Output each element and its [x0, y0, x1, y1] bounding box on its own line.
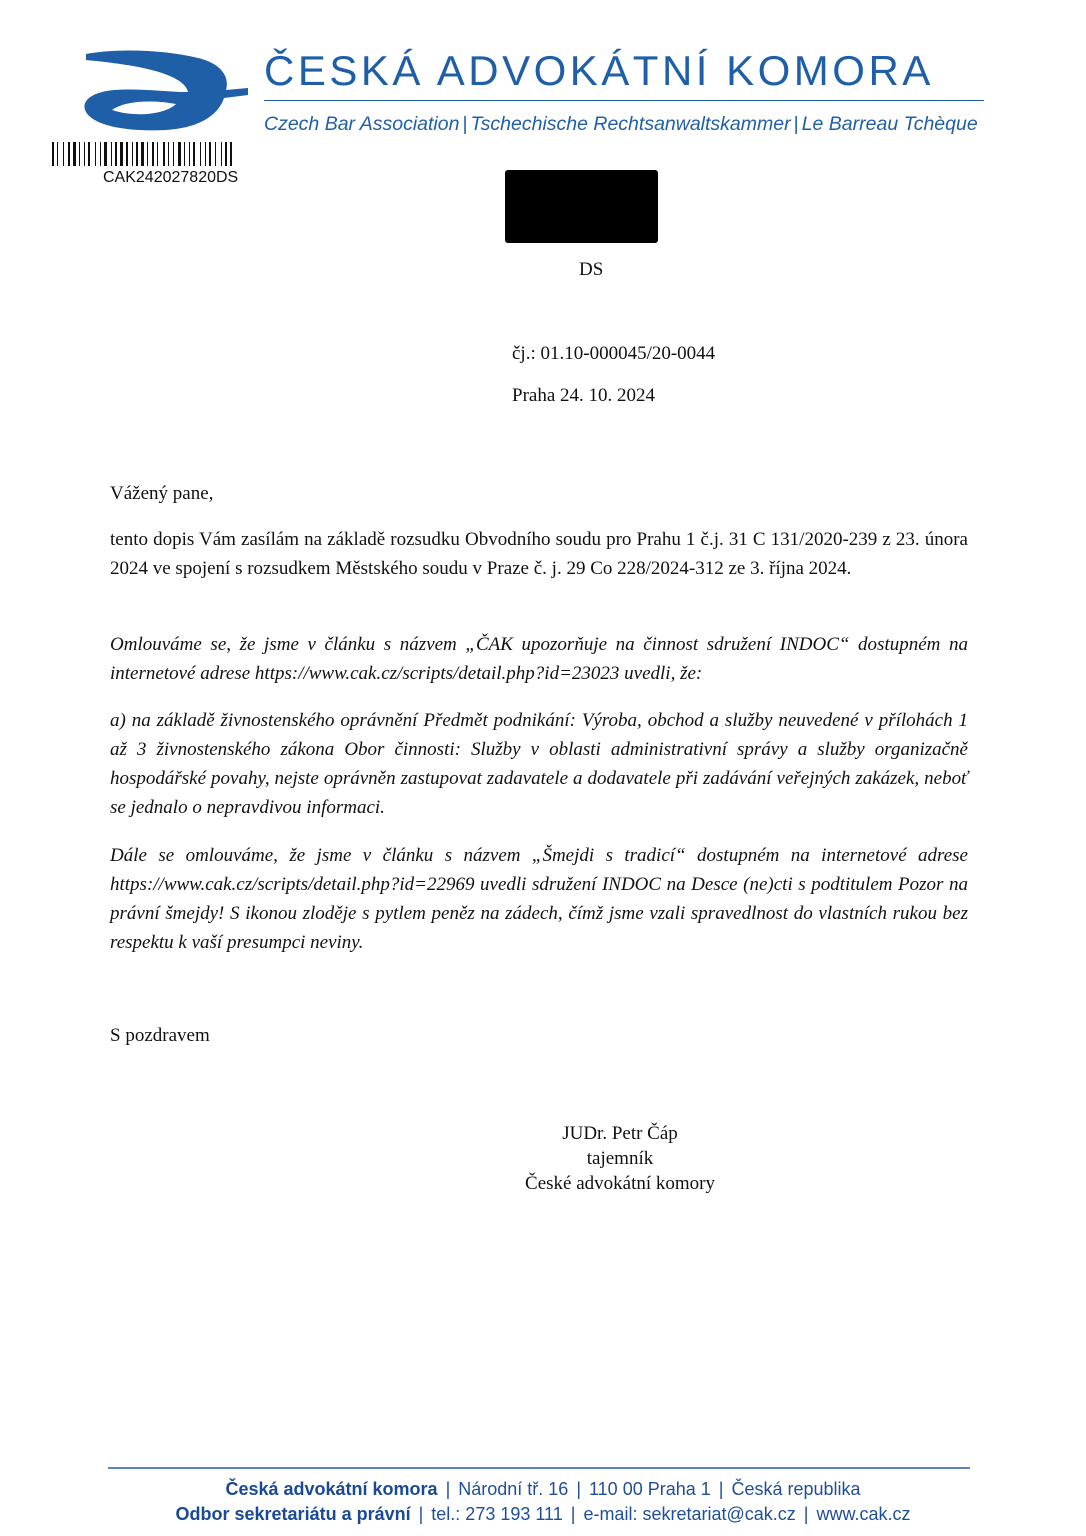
footer-line-2: Odbor sekretariátu a právní | tel.: 273 193 111 | e-mail: sekretariat@cak.cz | www.cak.cz — [175, 1504, 911, 1524]
footer-website[interactable]: www.cak.cz — [816, 1504, 911, 1524]
signatory-organization: České advokátní komory — [525, 1173, 715, 1194]
paragraph-3: a) na základě živnostenského oprávnění Předmět podnikání: Výroba, obchod a služby neuvedené v přílohách 1 až 3 živnostenského zákona Obor činnosti: Služby v oblasti administrativní správy a služby organizačně hospodářské povahy, nejste oprávněn zastupovat zadavatele a dodavatele při zadávání veřejných zakázek, neboť se jednalo o nepravdivou informaci. — [110, 710, 968, 818]
signatory-name: JUDr. Petr Čáp — [562, 1123, 678, 1144]
subtitle-de: Tschechische Rechtsanwaltskammer — [470, 113, 791, 135]
recipient-ds-label: DS — [579, 259, 604, 280]
paragraph-2: Omlouváme se, že jsme v článku s názvem „ČAK upozorňuje na činnost sdružení INDOC“ dostupném na internetové adrese https://www.cak.cz/scripts/detail.php?id=23023 uvedli, že: — [110, 634, 968, 684]
footer-city: 110 00 Praha 1 — [589, 1479, 711, 1499]
org-subtitle: Czech Bar Association | Tschechische Rechtsanwaltskammer | Le Barreau Tchèque — [264, 113, 978, 135]
footer-divider — [108, 1467, 970, 1469]
footer-phone: tel.: 273 193 111 — [431, 1504, 563, 1524]
signature-block — [490, 1121, 750, 1196]
redacted-recipient — [505, 170, 658, 243]
paragraph-1: tento dopis Vám zasílám na základě rozsudku Obvodního soudu pro Prahu 1 č.j. 31 C 131/2020-239 z 23. února 2024 ve spojení s rozsudkem Městského soudu v Praze č. j. 29 Co 228/2024-312 ze 3. října 2024. — [110, 529, 968, 579]
barcode-icon — [52, 142, 322, 166]
place-date: Praha 24. 10. 2024 — [512, 385, 656, 406]
title-divider — [264, 100, 984, 101]
signatory-title: tajemník — [586, 1148, 654, 1169]
org-title: ČESKÁ ADVOKÁTNÍ KOMORA — [264, 47, 934, 94]
bar-association-logo-icon — [80, 46, 250, 132]
footer-email[interactable]: e-mail: sekretariat@cak.cz — [583, 1504, 796, 1524]
greeting: Vážený pane, — [110, 483, 214, 504]
footer-line-1: Česká advokátní komora | Národní tř. 16 | 110 00 Praha 1 | Česká republika — [225, 1479, 861, 1499]
reference-number: čj.: 01.10-000045/20-0044 — [512, 343, 716, 364]
footer-org: Česká advokátní komora — [225, 1479, 438, 1499]
footer-street: Národní tř. 16 — [458, 1479, 569, 1499]
subtitle-en: Czech Bar Association — [264, 113, 460, 135]
barcode-number: CAK242027820DS — [103, 169, 239, 186]
paragraph-4: Dále se omlouváme, že jsme v článku s názvem „Šmejdi s tradicí“ dostupném na internetové adrese https://www.cak.cz/scripts/detail.php?id=22969 uvedli sdružení INDOC na Desce (ne)cti s podtitulem Pozor na právní šmejdy! S ikonou zloděje s pytlem peněz na zádech, čímž jsme vzali spravedlnost do vlastních rukou bez respektu k vaší presumpci neviny. — [110, 845, 968, 953]
footer-country: Česká republika — [731, 1479, 861, 1499]
footer-department: Odbor sekretariátu a právní — [175, 1504, 411, 1524]
closing: S pozdravem — [110, 1025, 210, 1046]
subtitle-fr: Le Barreau Tchèque — [801, 113, 978, 135]
